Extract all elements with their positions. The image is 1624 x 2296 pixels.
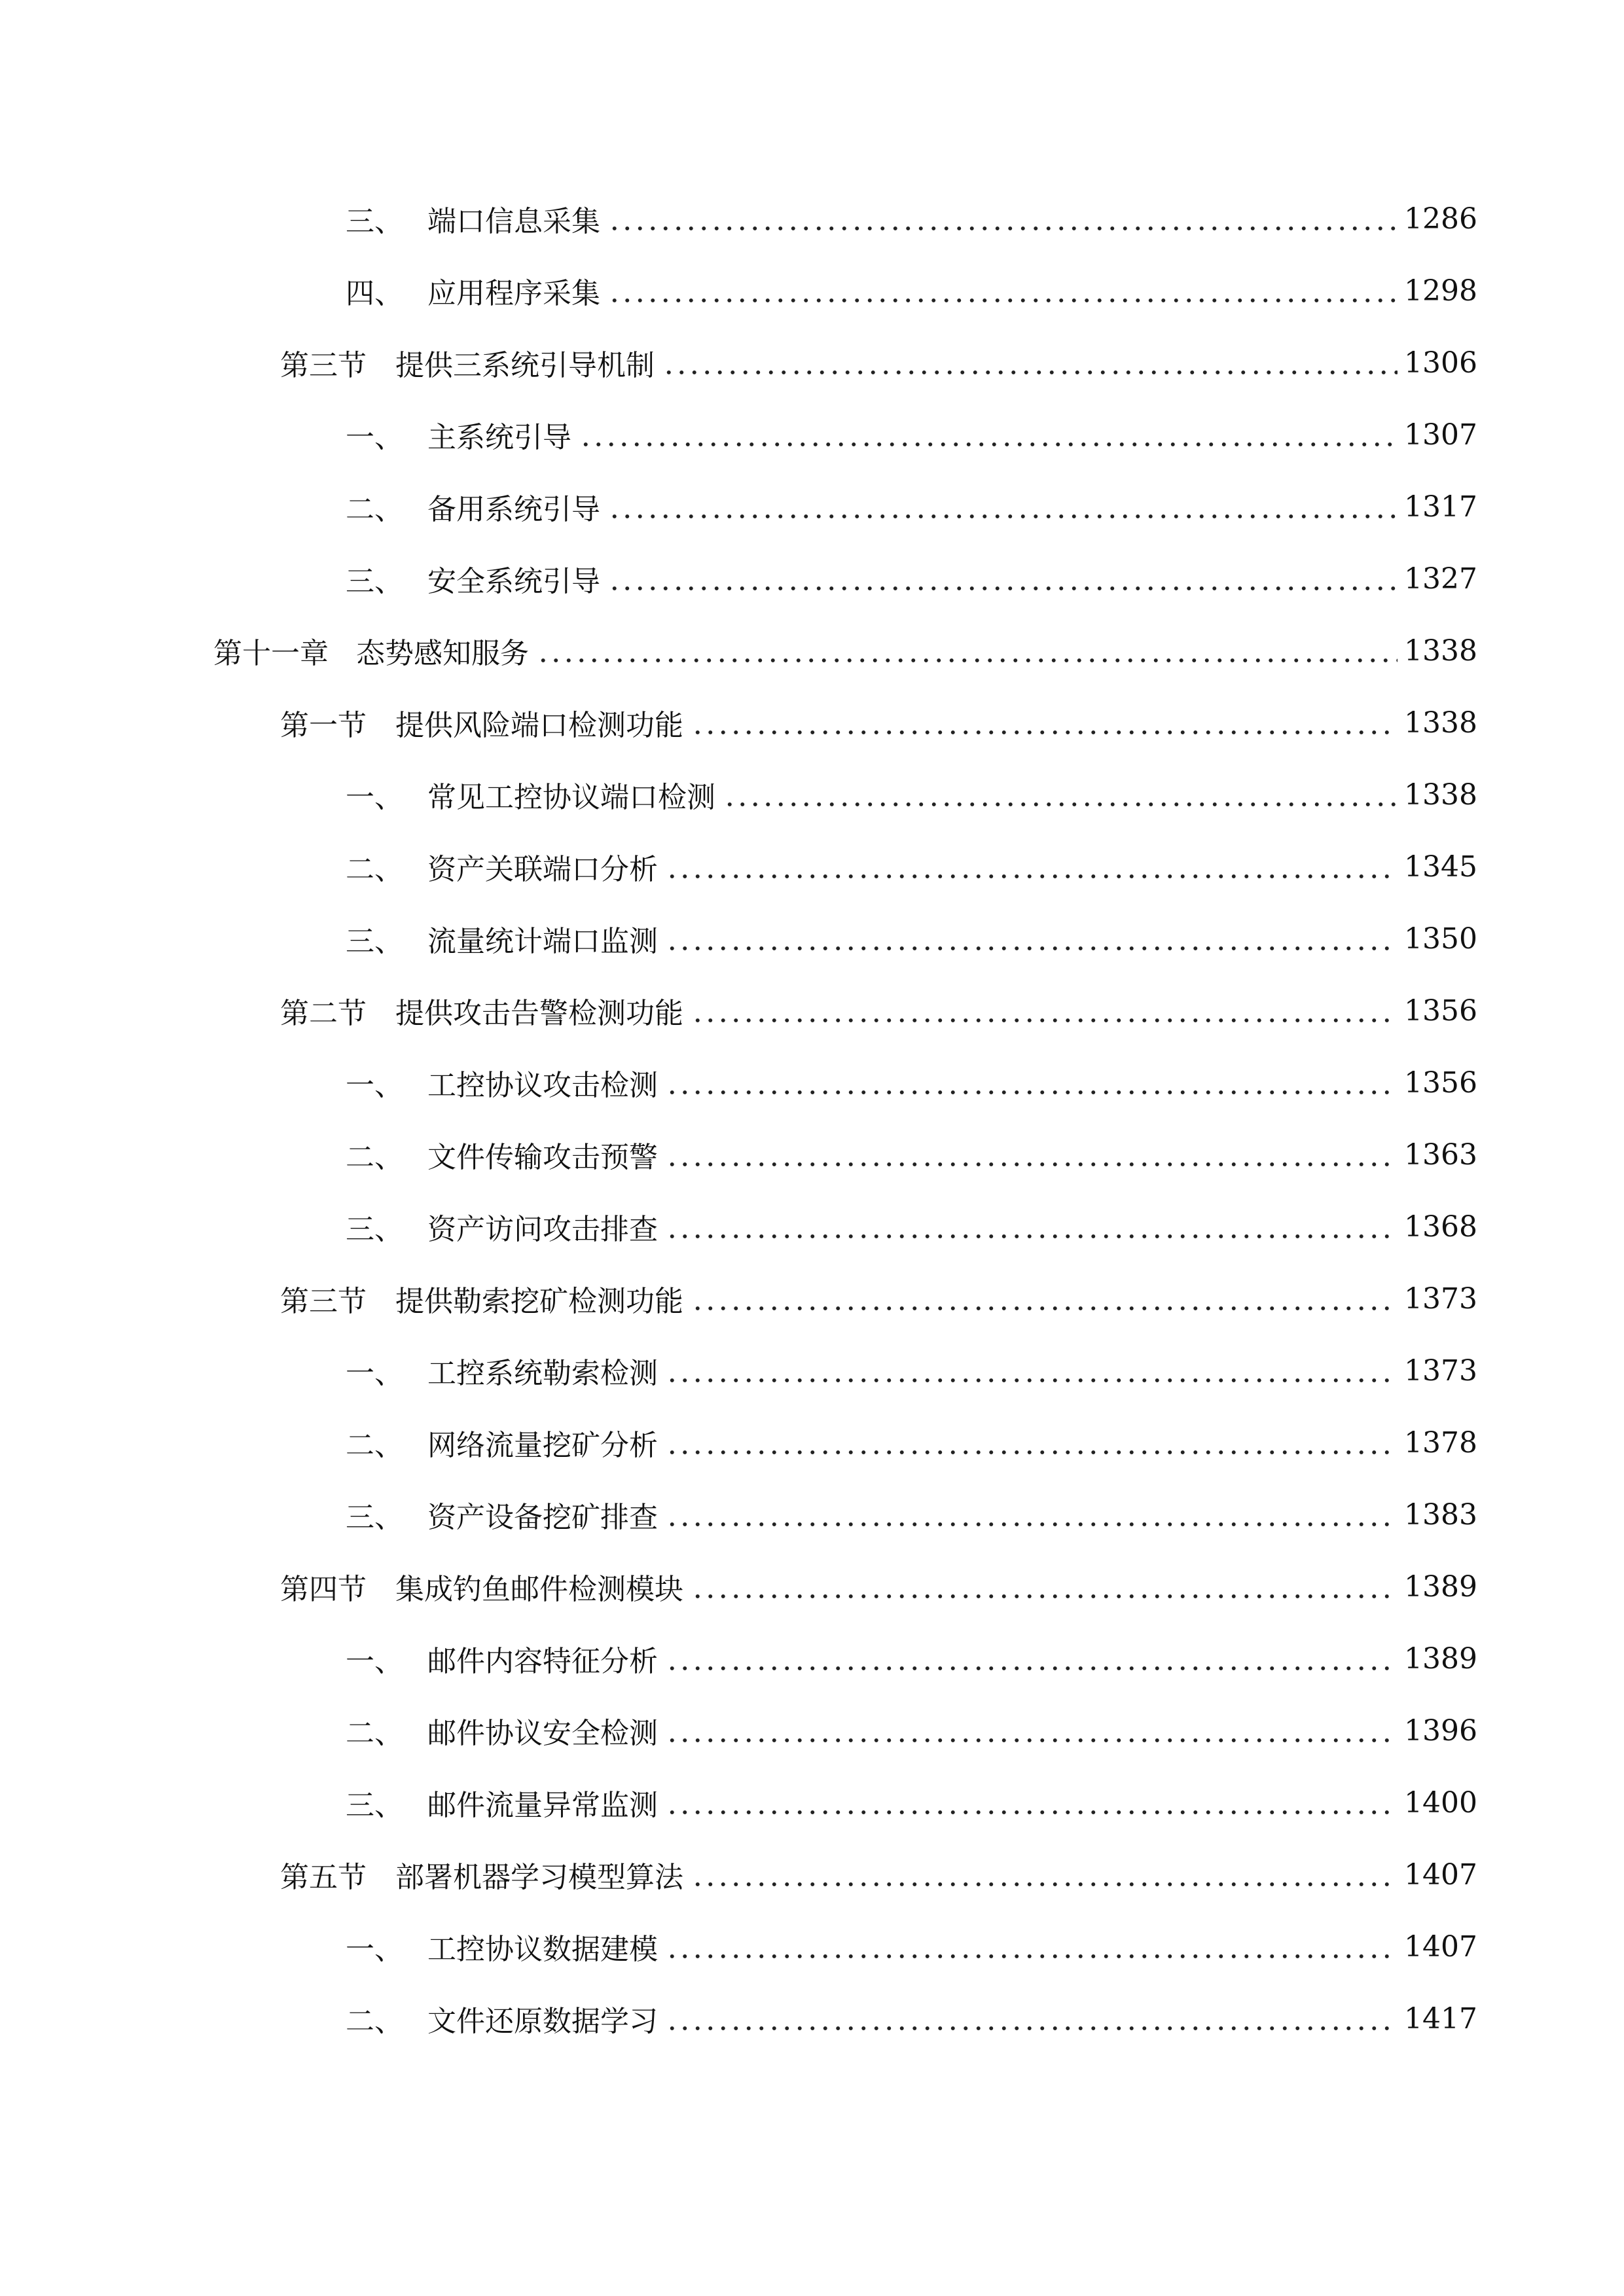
toc-entry-title: 集成钓鱼邮件检测模块: [395, 1573, 683, 1606]
dot-leader: [666, 924, 1398, 953]
toc-entry-number: 二、: [346, 493, 403, 526]
dot-leader: [723, 780, 1398, 809]
toc-entry-title: 常见工控协议端口检测: [427, 781, 715, 814]
toc-entry-title: 应用程序采集: [427, 277, 600, 310]
toc-entry-title: 端口信息采集: [427, 205, 600, 238]
toc-entry-page: 1306: [1404, 346, 1477, 380]
toc-entry-number: 一、: [346, 1069, 403, 1102]
toc-entry-number: 四、: [346, 277, 403, 310]
toc-entry-page: 1389: [1404, 1570, 1477, 1604]
toc-entry-title: 资产访问攻击排查: [427, 1213, 658, 1246]
dot-leader: [666, 1140, 1398, 1169]
dot-leader: [608, 204, 1398, 233]
toc-entry[interactable]: [0, 264, 1624, 317]
toc-entry[interactable]: [0, 1488, 1624, 1541]
dot-leader: [666, 1428, 1398, 1457]
toc-entry-number: 二、: [346, 1429, 403, 1462]
toc-entry[interactable]: [0, 1344, 1624, 1397]
toc-entry[interactable]: [0, 192, 1624, 245]
toc-entry-page: 1378: [1404, 1426, 1477, 1460]
toc-entry-number: 三、: [346, 565, 403, 598]
toc-entry-number: 一、: [346, 1645, 403, 1678]
toc-entry-title: 提供勒索挖矿检测功能: [395, 1285, 683, 1318]
toc-entry-title: 态势感知服务: [356, 637, 529, 670]
dot-leader: [691, 1860, 1398, 1889]
toc-entry-number: 第一节: [280, 709, 367, 742]
toc-entry-number: 三、: [346, 1501, 403, 1534]
toc-entry[interactable]: [0, 1416, 1624, 1469]
toc-entry-page: 1400: [1404, 1785, 1477, 1820]
toc-entry[interactable]: [0, 1632, 1624, 1685]
toc-entry[interactable]: [0, 768, 1624, 821]
toc-entry-page: 1383: [1404, 1498, 1477, 1532]
toc-entry-page: 1389: [1404, 1641, 1477, 1676]
dot-leader: [608, 276, 1398, 305]
dot-leader: [666, 2004, 1398, 2033]
toc-entry-number: 一、: [346, 1357, 403, 1390]
dot-leader: [666, 1716, 1398, 1745]
toc-entry-page: 1327: [1404, 562, 1477, 596]
toc-entry-title: 文件传输攻击预警: [427, 1141, 658, 1174]
toc-entry[interactable]: [0, 336, 1624, 389]
toc-entry[interactable]: [0, 1056, 1624, 1109]
dot-leader: [691, 996, 1398, 1025]
toc-entry-page: 1368: [1404, 1210, 1477, 1244]
toc-entry-page: 1407: [1404, 1929, 1477, 1964]
toc-entry-title: 主系统引导: [427, 421, 571, 454]
toc-entry-page: 1407: [1404, 1857, 1477, 1892]
toc-entry-number: 二、: [346, 1717, 403, 1750]
dot-leader: [666, 1644, 1398, 1673]
toc-entry-page: 1317: [1404, 490, 1477, 524]
toc-entry[interactable]: [0, 1704, 1624, 1757]
toc-entry-title: 资产关联端口分析: [427, 853, 658, 886]
toc-entry-number: 二、: [346, 853, 403, 886]
toc-entry-page: 1356: [1404, 994, 1477, 1028]
toc-entry-number: 三、: [346, 205, 403, 238]
toc-entry-title: 安全系统引导: [427, 565, 600, 598]
toc-entry-number: 第四节: [280, 1573, 367, 1606]
toc-entry-page: 1338: [1404, 634, 1477, 668]
toc-entry-title: 流量统计端口监测: [427, 925, 658, 958]
dot-leader: [691, 1572, 1398, 1601]
toc-entry[interactable]: [0, 1920, 1624, 1973]
dot-leader: [691, 1284, 1398, 1313]
toc-entry-page: 1396: [1404, 1713, 1477, 1748]
toc-entry-page: 1307: [1404, 418, 1477, 452]
toc-entry-title: 邮件内容特征分析: [427, 1645, 658, 1678]
toc-entry-page: 1373: [1404, 1354, 1477, 1388]
toc-entry-page: 1345: [1404, 850, 1477, 884]
toc-entry-title: 工控系统勒索检测: [427, 1357, 658, 1390]
toc-entry[interactable]: [0, 696, 1624, 749]
toc-entry-number: 一、: [346, 421, 403, 454]
toc-entry-number: 第五节: [280, 1861, 367, 1894]
toc-entry-page: 1286: [1404, 202, 1477, 236]
toc-entry-number: 第十一章: [213, 637, 329, 670]
toc-entry[interactable]: [0, 1560, 1624, 1613]
toc-entry[interactable]: [0, 408, 1624, 461]
dot-leader: [608, 564, 1398, 593]
toc-entry-number: 三、: [346, 1789, 403, 1822]
toc-entry[interactable]: [0, 480, 1624, 533]
dot-leader: [608, 492, 1398, 521]
toc-entry-number: 一、: [346, 1933, 403, 1966]
toc-entry-page: 1338: [1404, 706, 1477, 740]
toc-entry-number: 三、: [346, 1213, 403, 1246]
toc-entry-title: 工控协议数据建模: [427, 1933, 658, 1966]
toc-entry[interactable]: [0, 1128, 1624, 1181]
toc-entry-page: 1298: [1404, 274, 1477, 308]
toc-entry-title: 邮件协议安全检测: [427, 1717, 658, 1750]
toc-entry[interactable]: [0, 912, 1624, 965]
toc-entry[interactable]: [0, 1200, 1624, 1253]
toc-entry-title: 网络流量挖矿分析: [427, 1429, 658, 1462]
toc-entry-title: 资产设备挖矿排查: [427, 1501, 658, 1534]
toc-entry-title: 备用系统引导: [427, 493, 600, 526]
toc-entry[interactable]: [0, 984, 1624, 1037]
toc-entry-title: 提供攻击告警检测功能: [395, 997, 683, 1030]
toc-entry[interactable]: [0, 1992, 1624, 2045]
toc-entry-title: 提供三系统引导机制: [395, 349, 655, 382]
dot-leader: [666, 1212, 1398, 1241]
dot-leader: [579, 420, 1398, 449]
toc-entry-number: 三、: [346, 925, 403, 958]
toc-entry-page: 1373: [1404, 1282, 1477, 1316]
toc-entry[interactable]: [0, 552, 1624, 605]
dot-leader: [666, 1788, 1398, 1817]
dot-leader: [666, 1500, 1398, 1529]
toc-entry-title: 文件还原数据学习: [427, 2005, 658, 2038]
toc-entry[interactable]: [0, 1776, 1624, 1829]
dot-leader: [537, 636, 1398, 665]
toc-entry-number: 二、: [346, 1141, 403, 1174]
dot-leader: [691, 708, 1398, 737]
toc-entry-page: 1356: [1404, 1066, 1477, 1100]
toc-entry-number: 第三节: [280, 349, 367, 382]
toc-entry-page: 1350: [1404, 922, 1477, 956]
toc-entry-number: 二、: [346, 2005, 403, 2038]
toc-entry-title: 邮件流量异常监测: [427, 1789, 658, 1822]
toc-entry-page: 1363: [1404, 1138, 1477, 1172]
dot-leader: [666, 1932, 1398, 1961]
dot-leader: [666, 1068, 1398, 1097]
toc-entry-number: 第三节: [280, 1285, 367, 1318]
toc-entry[interactable]: [0, 1272, 1624, 1325]
toc-entry[interactable]: [0, 1848, 1624, 1901]
toc-entry-number: 一、: [346, 781, 403, 814]
dot-leader: [666, 852, 1398, 881]
toc-entry-page: 1338: [1404, 778, 1477, 812]
dot-leader: [662, 348, 1398, 377]
toc-entry-title: 部署机器学习模型算法: [395, 1861, 683, 1894]
dot-leader: [666, 1356, 1398, 1385]
toc-entry-title: 提供风险端口检测功能: [395, 709, 683, 742]
toc-entry-number: 第二节: [280, 997, 367, 1030]
toc-entry-title: 工控协议攻击检测: [427, 1069, 658, 1102]
toc-entry[interactable]: [0, 840, 1624, 893]
toc-entry-page: 1417: [1404, 2001, 1477, 2036]
toc-entry[interactable]: [0, 624, 1624, 677]
